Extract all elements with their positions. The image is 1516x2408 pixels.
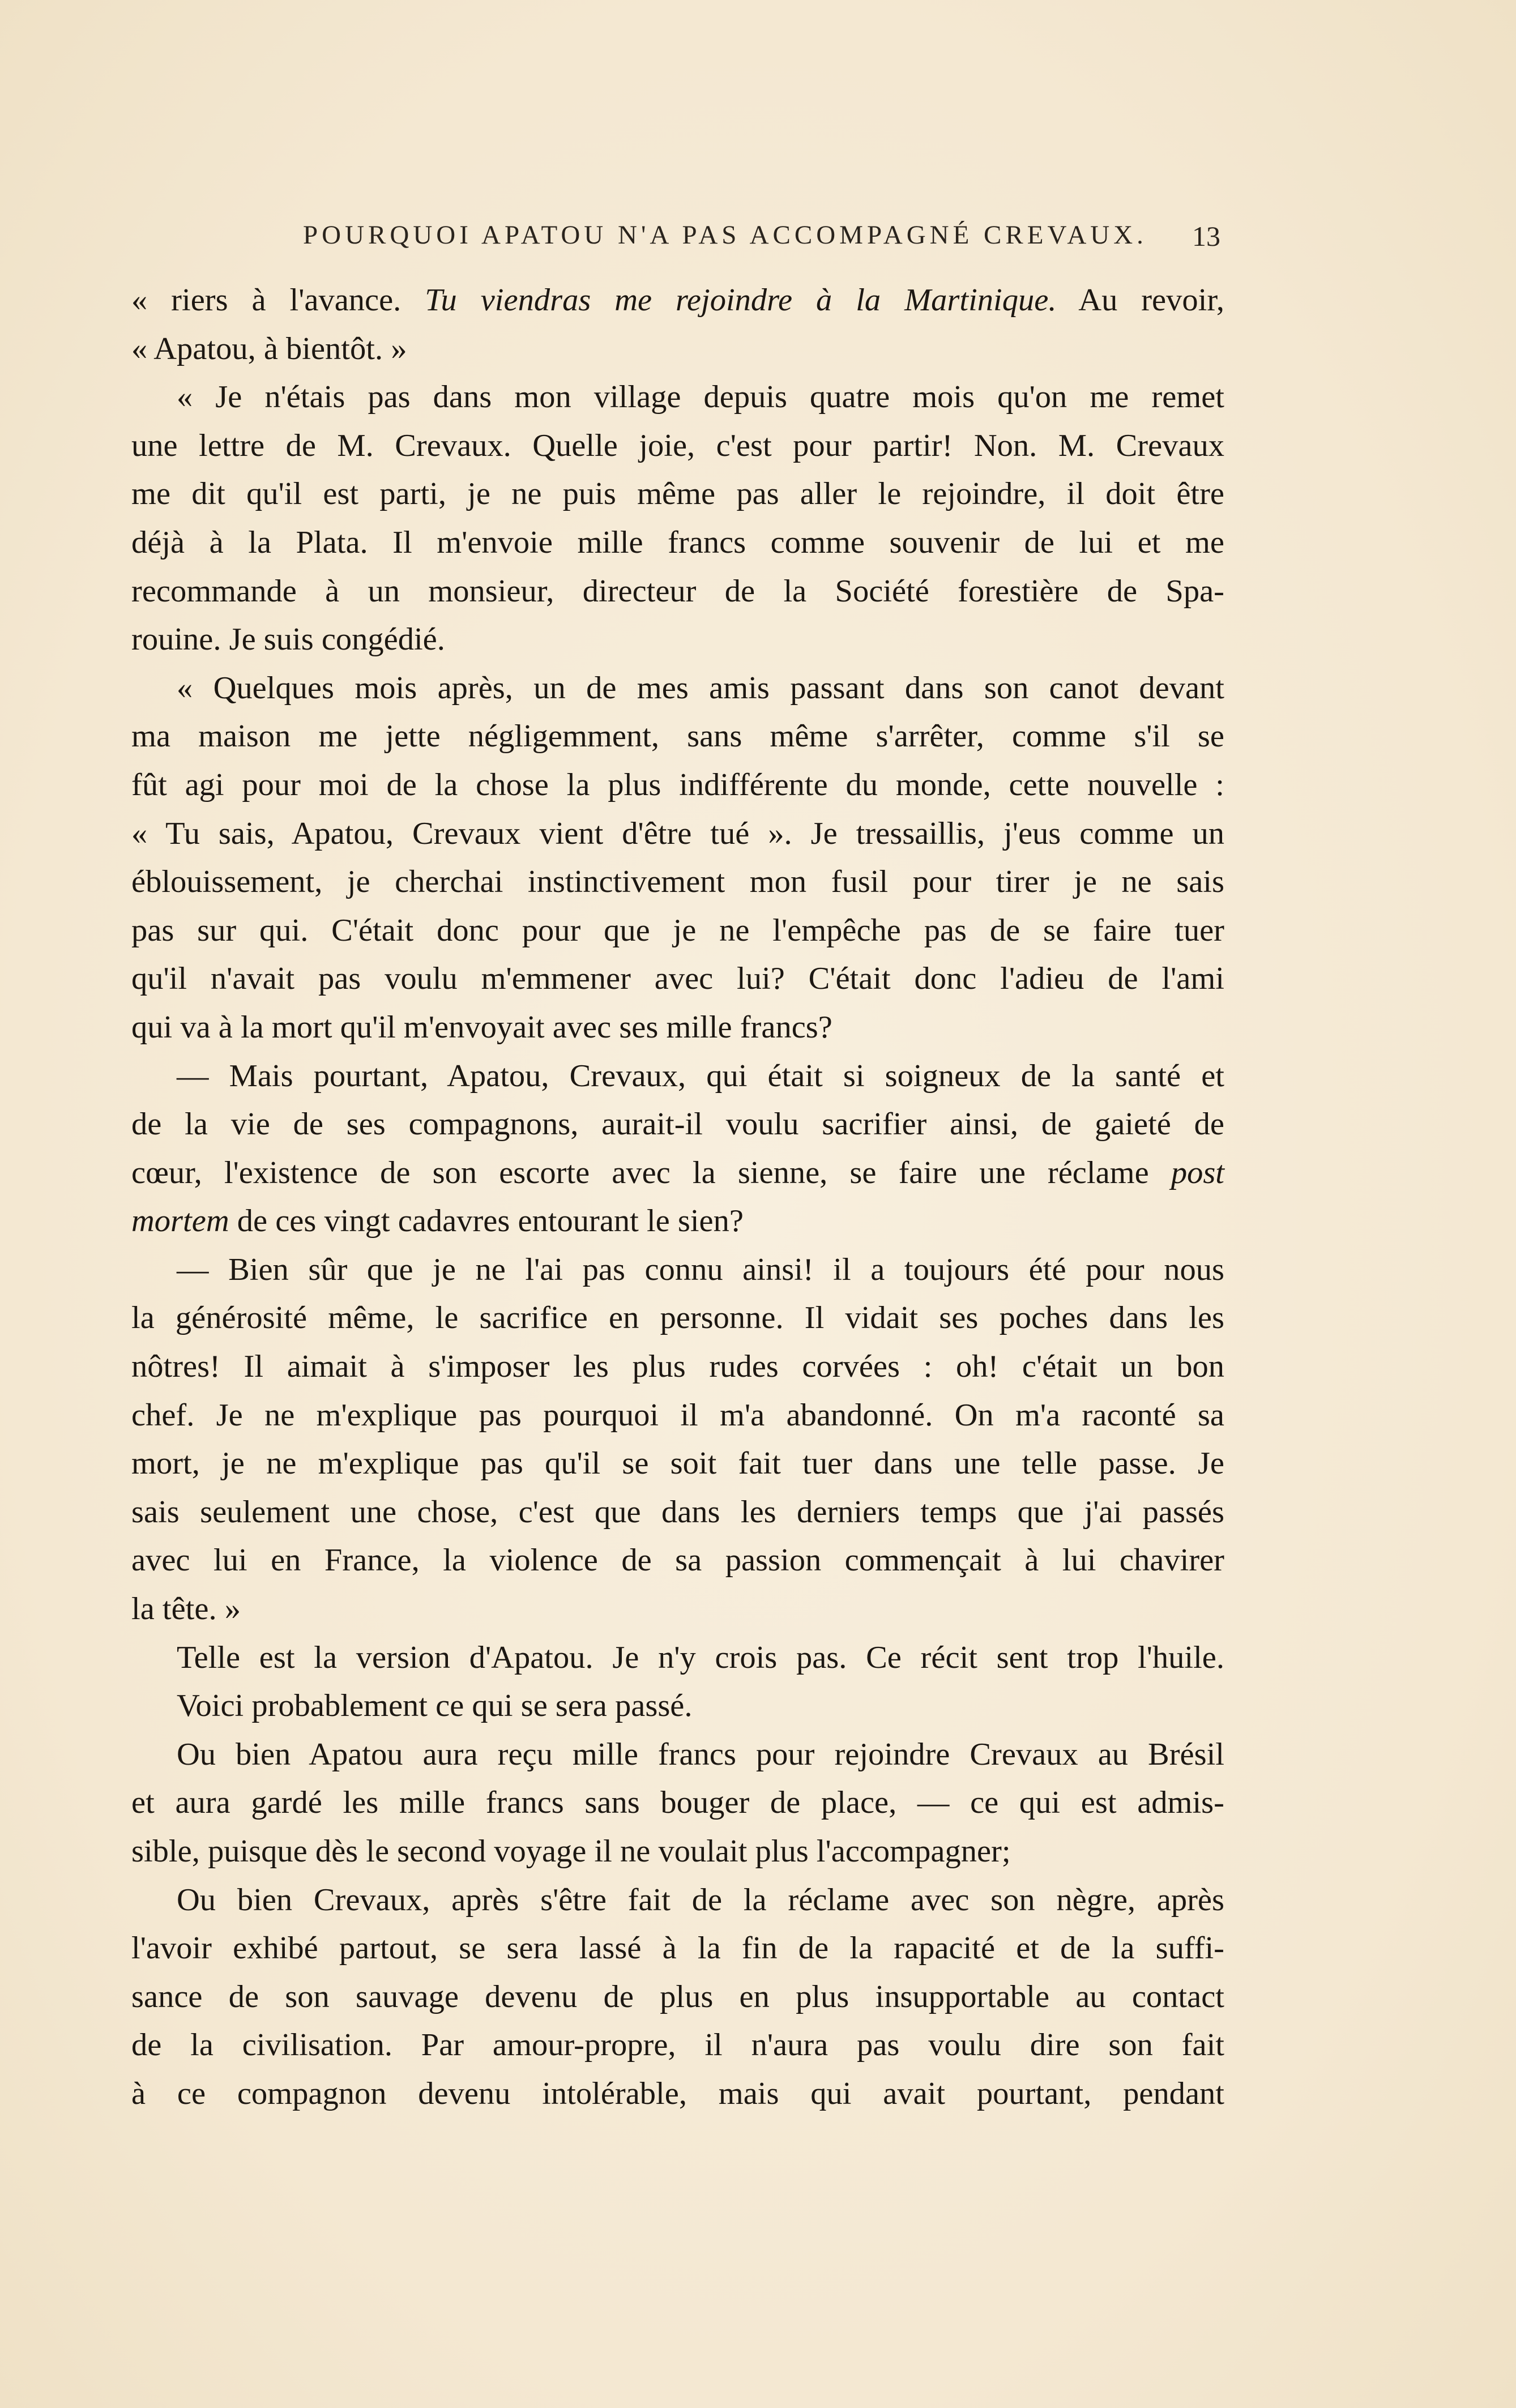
text-line: avec lui en France, la violence de sa passion commençait à lui chavirer [131, 1543, 1224, 1578]
text-line: éblouissement, je cherchai instinctivement mon fusil pour tirer je ne sais [131, 864, 1224, 900]
text-line: Voici probablement ce qui se sera passé. [177, 1688, 693, 1724]
text-line: nôtres! Il aimait à s'imposer les plus rudes corvées : oh! c'était un bon [131, 1349, 1224, 1385]
text-line: Ou bien Crevaux, après s'être fait de la réclame avec son nègre, après [177, 1882, 1224, 1918]
running-title: POURQUOI APATOU N'A PAS ACCOMPAGNÉ CREVAUX. [303, 220, 1147, 250]
text-line: une lettre de M. Crevaux. Quelle joie, c'est pour partir! Non. M. Crevaux [131, 428, 1224, 463]
text-line: la tête. » [131, 1591, 241, 1627]
text-line: Telle est la version d'Apatou. Je n'y crois pas. Ce récit sent trop l'huile. [177, 1640, 1224, 1675]
text-line: « riers à l'avance. Tu viendras me rejoindre à la Martinique. Au revoir, [131, 283, 1225, 318]
text-line: mortem de ces vingt cadavres entourant le sien? [131, 1203, 744, 1239]
text-line: et aura gardé les mille francs sans bouger de place, — ce qui est admis- [131, 1785, 1224, 1821]
text-line: « Tu sais, Apatou, Crevaux vient d'être tué ». Je tressaillis, j'eus comme un [131, 816, 1224, 851]
text-line: sible, puisque dès le second voyage il ne voulait plus l'accompagner; [131, 1834, 1011, 1869]
text-line: chef. Je ne m'explique pas pourquoi il m'a abandonné. On m'a raconté sa [131, 1397, 1224, 1433]
text-line: à ce compagnon devenu intolérable, mais qui avait pourtant, pendant [131, 2076, 1224, 2111]
text-line: déjà à la Plata. Il m'envoie mille francs comme souvenir de lui et me [131, 524, 1224, 560]
text-line: Ou bien Apatou aura reçu mille francs pour rejoindre Crevaux au Brésil [177, 1736, 1224, 1772]
text-line: l'avoir exhibé partout, se sera lassé à la fin de la rapacité et de la suffi- [131, 1931, 1224, 1966]
text-line: — Bien sûr que je ne l'ai pas connu ainsi! il a toujours été pour nous [177, 1252, 1224, 1287]
text-line: rouine. Je suis congédié. [131, 622, 445, 657]
text-line: de la civilisation. Par amour-propre, il n'aura pas voulu dire son fait [131, 2027, 1224, 2063]
text-line: qu'il n'avait pas voulu m'emmener avec lui? C'était donc l'adieu de l'ami [131, 961, 1224, 997]
text-line: mort, je ne m'explique pas qu'il se soit fait tuer dans une telle passe. Je [131, 1446, 1224, 1481]
text-line: « Quelques mois après, un de mes amis passant dans son canot devant [177, 670, 1224, 706]
text-line: « Apatou, à bientôt. » [131, 331, 407, 366]
text-line: fût agi pour moi de la chose la plus indifférente du monde, cette nouvelle : [131, 767, 1224, 802]
text-line: « Je n'étais pas dans mon village depuis quatre mois qu'on me remet [177, 379, 1224, 415]
text-line: qui va à la mort qu'il m'envoyait avec ses mille francs? [131, 1009, 832, 1045]
text-line: la générosité même, le sacrifice en personne. Il vidait ses poches dans les [131, 1300, 1224, 1336]
text-line: cœur, l'existence de son escorte avec la sienne, se faire une réclame post [131, 1155, 1224, 1190]
page-number: 13 [1192, 220, 1220, 252]
text-line: — Mais pourtant, Apatou, Crevaux, qui était si soigneux de la santé et [177, 1058, 1224, 1094]
text-line: sance de son sauvage devenu de plus en plus insupportable au contact [131, 1979, 1224, 2014]
text-line: pas sur qui. C'était donc pour que je ne l'empêche pas de se faire tuer [131, 912, 1224, 948]
text-line: me dit qu'il est parti, je ne puis même pas aller le rejoindre, il doit être [131, 476, 1224, 512]
body-text [131, 276, 1224, 2119]
text-line: ma maison me jette négligemment, sans même s'arrêter, comme s'il se [131, 719, 1224, 754]
text-line: de la vie de ses compagnons, aurait-il voulu sacrifier ainsi, de gaieté de [131, 1107, 1224, 1142]
text-line: recommande à un monsieur, directeur de la Société forestière de Spa- [131, 573, 1224, 609]
text-line: sais seulement une chose, c'est que dans les derniers temps que j'ai passés [131, 1494, 1224, 1530]
